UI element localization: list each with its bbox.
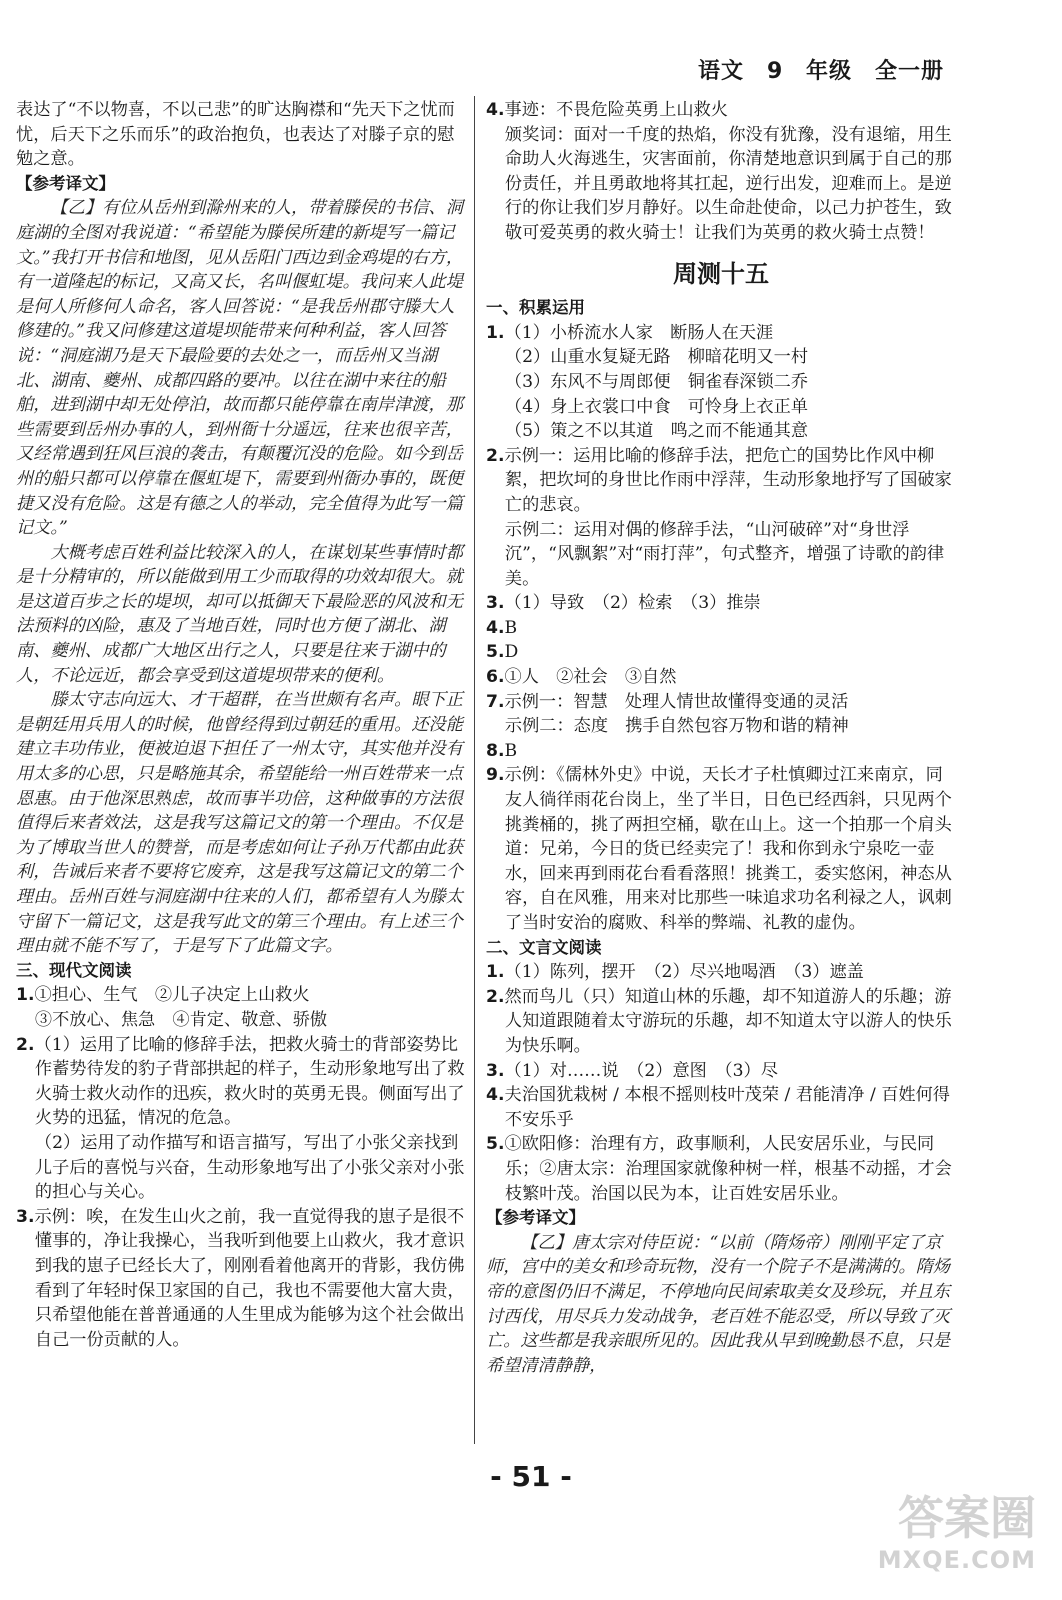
item-number: 2. — [486, 986, 505, 1007]
paragraph-text: 表达了“不以物喜，不以己悲”的旷达胸襟和“先天下之忧而忧，后天下之乐而乐”的政治抱负，也表达了对滕子京的慰勉之意。 — [16, 100, 455, 170]
item-number: 8. — [486, 740, 505, 761]
item-number: 7. — [486, 691, 505, 712]
section-title: 周测十五 — [673, 259, 769, 288]
item-number: 4. — [486, 1085, 505, 1106]
watermark-url: MXQE.COM — [877, 1546, 1036, 1574]
paragraph-text: ③不放心、焦急 ④肯定、敬意、骄傲 — [34, 1009, 328, 1030]
text-paragraph — [486, 123, 956, 246]
text-paragraph — [16, 541, 468, 689]
text-paragraph — [486, 321, 956, 346]
paragraph-text: 示例一：智慧 处理人情世故懂得变通的灵活 — [504, 691, 849, 712]
paragraph-text: 【参考译文】 — [486, 1208, 585, 1228]
text-paragraph — [486, 936, 956, 961]
paragraph-text: （5）策之不以其道 鸣之而不能通其意 — [504, 421, 809, 442]
item-number: 1. — [486, 322, 505, 343]
paragraph-text: 【乙】唐太宗对侍臣说：“以前（隋炀帝）刚刚平定了京师，宫中的美女和珍奇玩物，没有一个院子不是满满的。隋炀帝的意图仍旧不满足，不停地向民间索取美女及珍玩，并且东讨西伐，用尽兵力发动战争，老百姓不能忍受，所以导致了灭亡。这些都是我亲眼所见的。因此我从早到晚勤恳不息，只是希望清清静静， — [486, 1232, 951, 1376]
text-paragraph — [486, 591, 956, 616]
paragraph-text: ①欧阳修：治理有方，政事顺利，人民安居乐业，与民同乐；②唐太宗：治理国家就像种树一样，根基不动摇，才会枝繁叶茂。治国以民为本，让百姓安居乐业。 — [504, 1134, 952, 1204]
item-number: 1. — [486, 962, 505, 983]
text-paragraph — [16, 172, 468, 197]
text-paragraph — [486, 960, 956, 985]
paragraph-text: 三、现代文阅读 — [16, 960, 132, 980]
item-number: 6. — [486, 667, 505, 688]
watermark-logo — [836, 1490, 1036, 1594]
text-paragraph — [16, 196, 468, 540]
right-column — [486, 98, 956, 1378]
watermark-text: 答案圈 — [898, 1491, 1036, 1545]
paragraph-text: 【乙】有位从岳州到滁州来的人，带着滕侯的书信、洞庭湖的全图对我说道：“希望能为滕侯所建的新堤写一篇记文。”我打开书信和地图，见从岳阳门西边到金鸡堤的右方，有一道隆起的标记，又高又长，名叫偃虹堤。我问来人此堤是何人所修何人命名，客人回答说：“是我岳州郡守滕大人修建的。”我又问修建这道堤坝能带来何种利益，客人回答说：“洞庭湖乃是天下最险要的去处之一，而岳州又当湖北、湖南、夔州、成都四路的要冲。以往在湖中来往的船舶，进到湖中却无处停泊，故而都只能停靠在南岸津渡，那些需要到岳州办事的人，到州衙十分遥远，往来也很辛苦，又经常遇到狂风巨浪的袭击，有颠覆沉没的危险。如今到岳州的船只都可以停靠在偃虹堤下，需要到州衙办事的，既便捷又没有危险。这是有德之人的举动，完全值得为此写一篇记文。” — [16, 198, 464, 539]
paragraph-text: 大概考虑百姓利益比较深入的人，在谋划某些事情时都是十分精审的，所以能做到用工少而取得的功效却很大。就是这道百步之长的堤坝，却可以抵御天下最险恶的风波和无法预料的凶险，惠及了当地百姓，同时也方便了湖北、湖南、夔州、成都广大地区出行之人，只要是往来于湖中的人，不论远近，都会享受到这道堤坝带来的便利。 — [16, 542, 463, 686]
paragraph-text: （1）陈列，摆开 （2）尽兴地喝酒 （3）遮盖 — [504, 962, 864, 983]
text-paragraph — [486, 296, 956, 321]
paragraph-text: 示例一：运用比喻的修辞手法，把危亡的国势比作风中柳絮，把坎坷的身世比作雨中浮萍，生动形象地抒写了国破家亡的悲哀。 — [504, 445, 952, 515]
text-paragraph — [486, 616, 956, 641]
paragraph-text: （2）运用了动作描写和语言描写，写出了小张父亲找到儿子后的喜悦与兴奋，生动形象地写出了小张父亲对小张的担心与关心。 — [34, 1132, 465, 1203]
paragraph-text: 示例：唉，在发生山火之前，我一直觉得我的崽子是很不懂事的，净让我操心，当我听到他要上山救火，我才意识到我的崽子已经长大了，刚刚看着他离开的背影，我仿佛看到了年轻时保卫家国的自己，我也不需要他大富大贵，只希望他能在普普通通的人生里成为能够为这个社会做出自己一份贡献的人。 — [34, 1206, 465, 1350]
text-paragraph — [16, 1008, 468, 1033]
right-main-block — [486, 296, 956, 1378]
text-paragraph — [486, 739, 956, 764]
text-paragraph — [486, 444, 956, 518]
paragraph-text: 示例：《儒林外史》中说，天长才子杜慎卿过江来南京，同友人徜徉雨花台岗上，坐了半日，日色已经西斜，只见两个挑粪桶的，挑了两担空桶，歇在山上。这一个拍那一个肩头道：兄弟，今日的货已经卖完了！我和你到永宁泉吃一壶水，回来再到雨花台看看落照！挑粪工，委实悠闲，神态从容，自在风雅，用来对比那些一味追求功名利禄之人，讽刺了当时安治的腐败、科举的弊端、礼教的虚伪。 — [504, 765, 952, 933]
paragraph-text: 滕太守志向远大、才干超群，在当世颇有名声。眼下正是朝廷用兵用人的时候，他曾经得到过朝廷的重用。还没能建立丰功伟业，便被迫退下担任了一州太守，其实他并没有用太多的心思，只是略施其余，希望能给一州百姓带来一点恩惠。由于他深思熟虑，故而事半功倍，这种做事的方法很值得后来者效法，这是我写这篇记文的第一个理由。不仅是为了博取当世人的赞誉，而是考虑如何让子孙万代都由此获利，告诫后来者不要将它废弃，这是我写这篇记文的第二个理由。岳州百姓与洞庭湖中往来的人们，都希望有人为滕太守留下一篇记文，这是我写此文的第三个理由。有上述三个理由就不能不写了，于是写下了此篇文字。 — [16, 690, 463, 957]
text-paragraph — [486, 1083, 956, 1132]
paragraph-text: 示例二：态度 携手自然包容万物和谐的精神 — [504, 716, 849, 737]
paragraph-text: （1）对……说 （2）意图 （3）尽 — [504, 1060, 778, 1081]
text-paragraph — [486, 419, 956, 444]
text-paragraph — [16, 1205, 468, 1353]
item-number: 3. — [16, 1206, 35, 1227]
text-paragraph — [486, 1059, 956, 1084]
item-number: 9. — [486, 765, 505, 786]
text-paragraph — [16, 1033, 468, 1131]
text-paragraph — [486, 98, 956, 123]
text-paragraph — [16, 688, 468, 959]
text-paragraph — [486, 518, 956, 592]
page-header: 语文 9 年级 全一册 — [698, 59, 944, 84]
text-paragraph — [486, 370, 956, 395]
text-paragraph — [486, 690, 956, 715]
page-number: - 51 - — [490, 1460, 572, 1493]
paragraph-text: B — [504, 740, 518, 761]
paragraph-text: 二、文言文阅读 — [486, 937, 602, 957]
paragraph-text: （4）身上衣裳口中食 可怜身上衣正单 — [504, 396, 809, 417]
item-number: 4. — [486, 100, 505, 120]
paragraph-text: 颁奖词：面对一千度的热焰，你没有犹豫，没有退缩，用生命助人火海逃生，灾害面前，你清楚地意识到属于自己的那份责任，并且勇敢地将其扛起，逆行出发，迎难而上。是逆行的你让我们岁月静好。以生命赴使命，以己力护苍生，致敬可爱英勇的救火骑士！让我们为英勇的救火骑士点赞！ — [504, 124, 952, 243]
text-paragraph — [16, 959, 468, 984]
text-paragraph — [486, 1206, 956, 1231]
text-paragraph — [16, 98, 468, 172]
text-paragraph — [486, 395, 956, 420]
text-paragraph — [16, 1131, 468, 1205]
text-paragraph — [486, 714, 956, 739]
column-divider — [474, 96, 475, 1444]
paragraph-text: B — [504, 617, 518, 638]
text-paragraph — [486, 1231, 956, 1379]
text-paragraph — [486, 1132, 956, 1206]
paragraph-text: ①担心、生气 ②儿子决定上山救火 — [34, 985, 310, 1006]
paragraph-text: 示例二：运用对偶的修辞手法，“山河破碎”对“身世浮沉”，“风飘絮”对“雨打萍”，句式整齐，增强了诗歌的韵律美。 — [504, 519, 945, 589]
paragraph-text: D — [504, 642, 519, 663]
item-number: 4. — [486, 617, 505, 638]
text-paragraph — [486, 763, 956, 935]
item-number: 2. — [16, 1034, 35, 1055]
paragraph-text: （1）运用了比喻的修辞手法，把救火骑士的背部姿势比作蓄势待发的豹子背部拱起的样子，生动形象地写出了救火骑士救火动作的迅疾，救火时的英勇无畏。侧面写出了火势的迅猛，情况的危急。 — [34, 1034, 465, 1129]
paragraph-text: 【参考译文】 — [16, 173, 115, 193]
item-number: 5. — [486, 1134, 505, 1155]
item-number: 3. — [486, 1060, 505, 1081]
paragraph-text: 事迹：不畏危险英勇上山救火 — [504, 100, 728, 120]
paragraph-text: （1）小桥流水人家 断肠人在天涯 — [504, 322, 774, 343]
text-paragraph — [486, 345, 956, 370]
right-top-block — [486, 98, 956, 246]
text-paragraph — [486, 985, 956, 1059]
item-number: 3. — [486, 593, 505, 614]
text-paragraph — [486, 640, 956, 665]
text-paragraph — [486, 665, 956, 690]
item-number: 1. — [16, 985, 35, 1006]
paragraph-text: 然而鸟儿（只）知道山林的乐趣，却不知道游人的乐趣；游人知道跟随着太守游玩的乐趣，却不知道太守以游人的快乐为快乐啊。 — [504, 986, 952, 1056]
paragraph-text: ①人 ②社会 ③自然 — [504, 667, 677, 688]
paragraph-text: （2）山重水复疑无路 柳暗花明又一村 — [504, 347, 809, 368]
paragraph-text: （3）东风不与周郎便 铜雀春深锁二乔 — [504, 371, 809, 392]
paragraph-text: 夫治国犹栽树 / 本根不摇则枝叶茂荣 / 君能清净 / 百姓何得不安乐乎 — [504, 1085, 950, 1130]
paragraph-text: 一、积累运用 — [486, 298, 585, 318]
text-paragraph — [16, 983, 468, 1008]
left-column — [16, 98, 468, 1352]
item-number: 2. — [486, 445, 505, 466]
item-number: 5. — [486, 642, 505, 663]
paragraph-text: （1）导致 （2）检索 （3）推崇 — [504, 593, 761, 614]
